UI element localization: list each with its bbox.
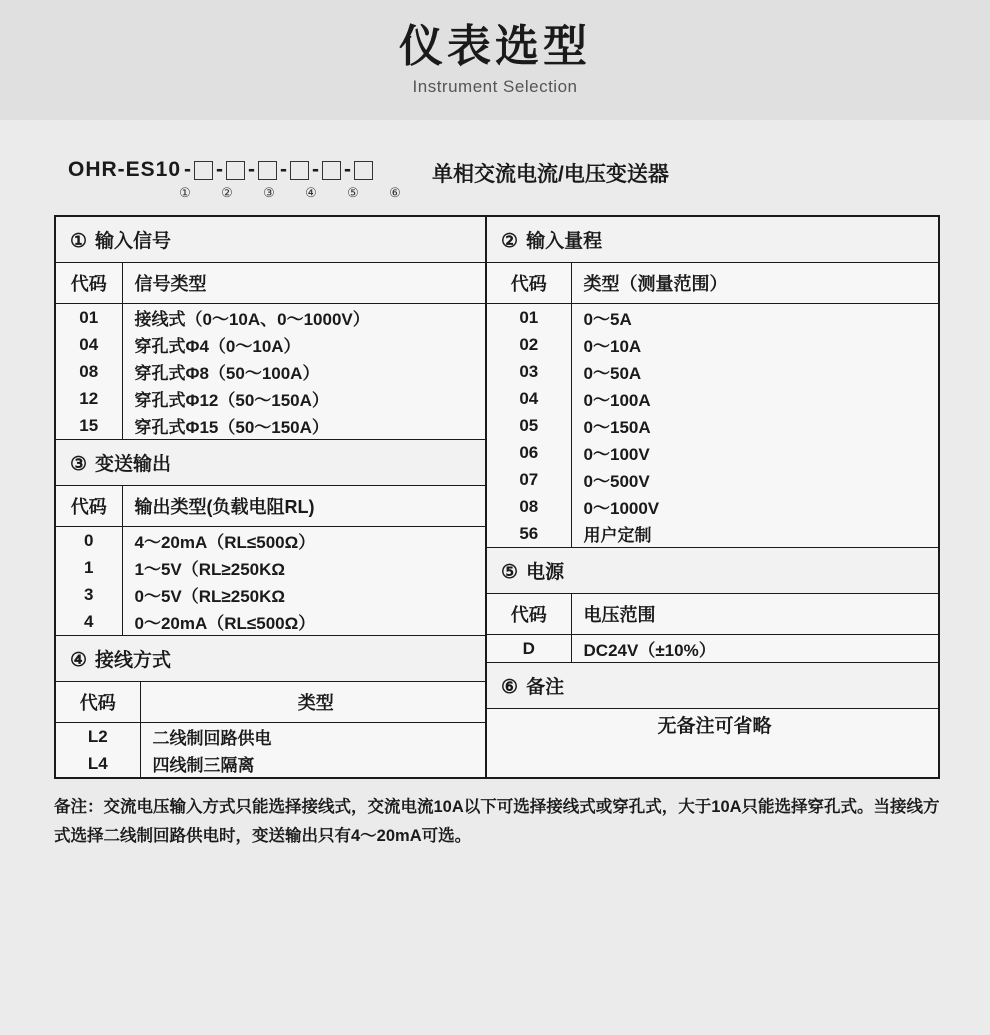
cell-code: L2: [56, 723, 140, 751]
col-header-code: 代码: [56, 682, 140, 723]
table-header-row: [487, 263, 938, 304]
cell-value: 穿孔式Φ4（0～10A）: [134, 337, 301, 356]
table-row[interactable]: [56, 608, 485, 636]
dash-4: -: [312, 158, 320, 181]
table-row[interactable]: [56, 304, 485, 332]
cell-value: 穿孔式Φ15（50～150A）: [122, 412, 485, 440]
footnote: 备注：交流电压输入方式只能选择接线式，交流电流10A以下可选择接线式或穿孔式，大于10A只能选择穿孔式。当接线方式选择二线制回路供电时，变送输出只有4～20mA可选。: [54, 798, 940, 845]
table-row[interactable]: [56, 581, 485, 608]
slot-number-5: ⑤: [347, 185, 359, 200]
table-row[interactable]: [487, 520, 938, 548]
section-1-marker: ①: [70, 231, 88, 252]
dash-0: -: [184, 158, 192, 181]
dash-5: -: [344, 158, 352, 181]
cell-value: DC24V（±10%）: [571, 635, 938, 663]
table-row[interactable]: [487, 466, 938, 493]
cell-code: 03: [487, 358, 571, 385]
cell-value: 0～50A: [583, 364, 642, 383]
model-code-row: [0, 120, 990, 201]
section-4-title: 接线方式: [95, 650, 172, 671]
dash-3: -: [280, 158, 288, 181]
cell-code: 01: [56, 304, 122, 332]
cell-value: 4～20mA（RL≤500Ω）: [134, 533, 316, 552]
table-row[interactable]: [56, 331, 485, 358]
cell-code: 1: [56, 554, 122, 581]
section-3-header: [56, 440, 485, 486]
cell-code: 4: [56, 608, 122, 636]
cell-code: D: [487, 635, 571, 663]
table-header-row: [487, 594, 938, 635]
section-5-header: [487, 548, 938, 594]
cell-value: 0～20mA（RL≤500Ω）: [122, 608, 485, 636]
section-4-marker: ④: [70, 650, 88, 671]
cell-value: 0～150A: [583, 418, 651, 437]
col-header-code: 代码: [487, 263, 571, 304]
tables-right-column: [487, 217, 938, 777]
cell-value: 二线制回路供电: [152, 729, 272, 748]
cell-value: 0～5V（RL≥250KΩ: [134, 587, 286, 606]
section-3-table: [56, 486, 485, 636]
col-header-code: 代码: [56, 263, 122, 304]
cell-code: 02: [487, 331, 571, 358]
section-6-marker: ⑥: [501, 677, 519, 698]
table-row[interactable]: [487, 412, 938, 439]
section-1-header: [56, 217, 485, 263]
model-description: 单相交流电流/电压变送器: [432, 163, 669, 186]
table-row[interactable]: [56, 554, 485, 581]
cell-code: 56: [487, 520, 571, 548]
section-6-header: [487, 663, 938, 709]
cell-value: 0～10A: [583, 337, 642, 356]
col-header-type: 类型: [140, 682, 485, 723]
cell-value: 四线制三隔离: [152, 756, 255, 775]
table-row[interactable]: [56, 750, 485, 777]
section-3-marker: ③: [70, 454, 88, 475]
table-row[interactable]: [56, 723, 485, 751]
tables-left-column: [56, 217, 487, 777]
col-header-range: 电压范围: [571, 594, 938, 635]
dash-2: -: [248, 158, 256, 181]
section-2-marker: ②: [501, 231, 519, 252]
table-row[interactable]: [487, 331, 938, 358]
section-4-header: [56, 636, 485, 682]
cell-value: 穿孔式Φ8（50～100A）: [134, 364, 320, 383]
model-slot-6[interactable]: [354, 161, 373, 180]
model-slot-3[interactable]: [258, 161, 277, 180]
cell-value: 穿孔式Φ12（50～150A）: [134, 391, 329, 410]
cell-value: 0～100V: [583, 445, 650, 464]
table-header-row: [56, 263, 485, 304]
model-slot-4[interactable]: [290, 161, 309, 180]
slot-number-3: ③: [263, 185, 275, 200]
table-row[interactable]: [487, 385, 938, 412]
cell-value: 0～500V: [583, 472, 650, 491]
table-header-row: [56, 486, 485, 527]
col-header-type: 信号类型: [122, 263, 485, 304]
cell-code: 06: [487, 439, 571, 466]
content-area: [0, 120, 990, 851]
selection-tables: [54, 215, 940, 779]
table-row[interactable]: [487, 635, 938, 663]
section-5-table: [487, 594, 938, 663]
section-6-title: 备注: [526, 677, 565, 698]
col-header-code: 代码: [487, 594, 571, 635]
cell-value: 0～1000V: [583, 499, 660, 518]
model-code-line: [68, 158, 416, 182]
cell-value: 0～100A: [583, 391, 651, 410]
section-4-table: [56, 682, 485, 777]
dash-1: -: [216, 158, 224, 181]
col-header-type: 输出类型(负载电阻RL): [122, 486, 485, 527]
table-row[interactable]: [487, 304, 938, 332]
table-row[interactable]: [56, 358, 485, 385]
cell-code: 08: [56, 358, 122, 385]
col-header-code: 代码: [56, 486, 122, 527]
cell-code: 0: [56, 527, 122, 555]
cell-code: 12: [56, 385, 122, 412]
model-slot-2[interactable]: [226, 161, 245, 180]
slot-number-4: ④: [305, 185, 317, 200]
section-1-title: 输入信号: [95, 231, 172, 252]
cell-code: 01: [487, 304, 571, 332]
slot-number-6: ⑥: [389, 185, 401, 200]
cell-value: 0～5A: [583, 310, 632, 329]
model-slot-1[interactable]: [194, 161, 213, 180]
model-base-code: OHR-ES10: [68, 158, 182, 181]
page-title: 仪表选型: [399, 21, 591, 71]
table-row[interactable]: [487, 493, 938, 520]
table-row[interactable]: [487, 358, 938, 385]
page-subtitle: Instrument Selection: [412, 77, 578, 97]
table-row[interactable]: [56, 385, 485, 412]
cell-code: 3: [56, 581, 122, 608]
slot-number-2: ②: [221, 185, 233, 200]
page-header: [0, 0, 990, 120]
model-slot-numbers: [68, 185, 416, 201]
cell-code: 04: [56, 331, 122, 358]
table-row[interactable]: [56, 527, 485, 555]
table-row[interactable]: [487, 439, 938, 466]
section-2-title: 输入量程: [526, 231, 603, 252]
table-row[interactable]: [56, 412, 485, 440]
slot-number-1: ①: [179, 185, 191, 200]
section-2-table: [487, 263, 938, 548]
section-5-title: 电源: [526, 562, 565, 583]
cell-code: L4: [56, 750, 140, 777]
section-3-title: 变送输出: [95, 454, 172, 475]
cell-code: 07: [487, 466, 571, 493]
section-5-marker: ⑤: [501, 562, 519, 583]
section-6-note: 无备注可省略: [657, 716, 772, 737]
section-2-header: [487, 217, 938, 263]
col-header-type: 类型（测量范围）: [571, 263, 938, 304]
model-slot-5[interactable]: [322, 161, 341, 180]
model-code: [68, 158, 416, 201]
cell-code: 05: [487, 412, 571, 439]
section-1-table: [56, 263, 485, 440]
cell-value: 用户定制: [571, 520, 938, 548]
cell-code: 08: [487, 493, 571, 520]
cell-code: 15: [56, 412, 122, 440]
cell-code: 04: [487, 385, 571, 412]
cell-value: 1～5V（RL≥250KΩ: [134, 560, 286, 579]
table-header-row: [56, 682, 485, 723]
cell-value: 接线式（0～10A、0～1000V）: [134, 310, 370, 329]
